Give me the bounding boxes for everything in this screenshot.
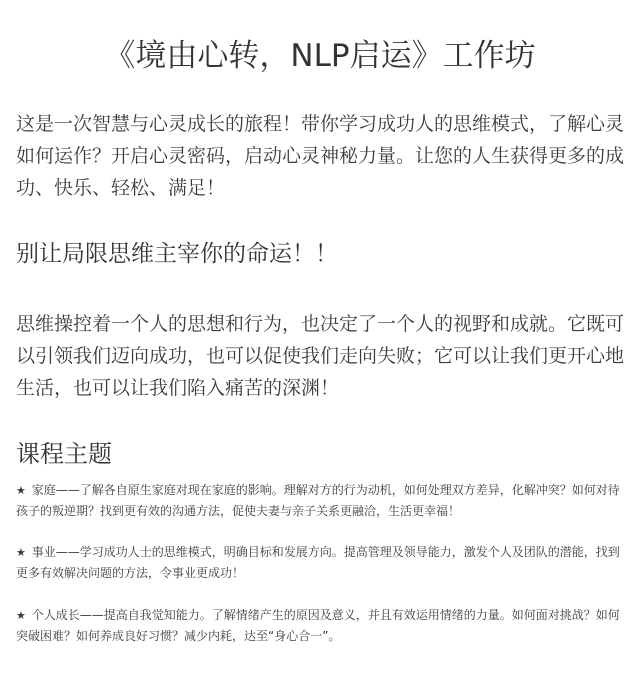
topic-personal-growth xyxy=(16,605,624,647)
topic-name: 家庭 xyxy=(31,483,56,497)
intro-paragraph: 这是一次智慧与心灵成长的旅程！带你学习成功人的思维模式，了解心灵如何运作？开启心灵密码，启动心灵神秘力量。让您的人生获得更多的成功、快乐、轻松、满足！ xyxy=(16,113,625,199)
star-icon: ★ xyxy=(16,546,26,559)
topic-name: 个人成长 xyxy=(31,608,80,622)
topic-text: ——提高自我觉知能力。了解情绪产生的原因及意义，并且有效运用情绪的力量。如何面对挑战？如何突破困难？如何养成良好习惯？减少内耗，达至“身心合一”。 xyxy=(16,608,620,643)
topic-family xyxy=(16,480,624,522)
topic-name: 事业 xyxy=(31,545,56,559)
slogan-heading: 别让局限思维主宰你的命运！！ xyxy=(16,241,338,267)
topic-text: ——学习成功人士的思维模式，明确目标和发展方向。提高管理及领导能力，激发个人及团队的潜能，找到更多有效解决问题的方法，令事业更成功！ xyxy=(16,545,620,580)
topic-text: ——了解各自原生家庭对现在家庭的影响。理解对方的行为动机，如何处理双方差异，化解冲突？如何对待孩子的叛逆期？找到更有效的沟通方法，促使夫妻与亲子关系更融洽，生活更幸福！ xyxy=(16,483,620,518)
topic-career xyxy=(16,542,624,584)
star-icon: ★ xyxy=(16,609,26,622)
course-topics-heading: 课程主题 xyxy=(16,440,112,468)
mindset-paragraph: 思维操控着一个人的思想和行为，也决定了一个人的视野和成就。它既可以引领我们迈向成功，也可以促使我们走向失败；它可以让我们更开心地生活，也可以让我们陷入痛苦的深渊！ xyxy=(16,313,625,399)
star-icon: ★ xyxy=(16,484,26,497)
page-title: 《境由心转，NLP启运》工作坊 xyxy=(104,38,536,74)
